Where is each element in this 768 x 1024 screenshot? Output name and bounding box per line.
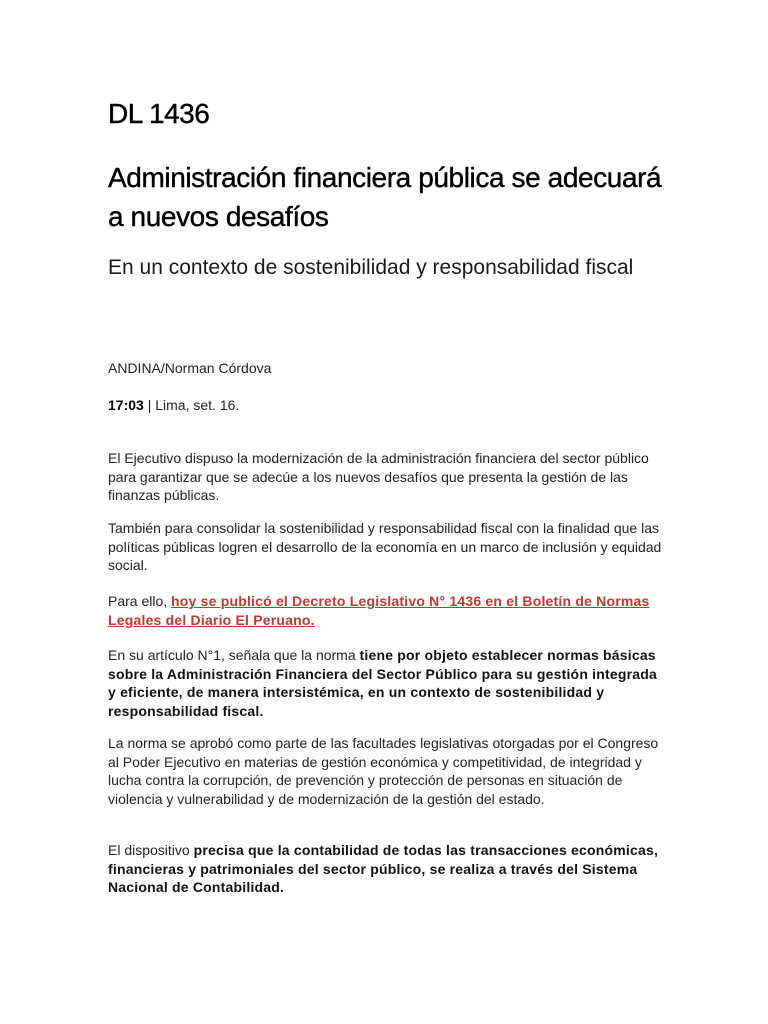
subheadline: En un contexto de sostenibilidad y responsabilidad fiscal <box>108 256 634 279</box>
paragraph-1: El Ejecutivo dispuso la modernización de la administración financiera del sector público para garantizar que se adecúe a los nuevos desafíos que presenta la gestión de las finanzas públicas. <box>108 450 649 503</box>
paragraph-3-prefix: Para ello, <box>108 593 172 609</box>
paragraph-4-prefix: En su artículo N°1, señala que la norma <box>108 647 360 663</box>
publish-time: 17:03 <box>108 397 144 413</box>
paragraph-5: La norma se aprobó como parte de las facultades legislativas otorgadas por el Congreso al Poder Ejecutivo en materias de gestión económica y competitividad, de integridad y lucha contra la corrupción, de prevención y protección de personas en situación de violencia y vulnerabilidad y de modernización de la gestión del estado. <box>108 735 659 807</box>
decree-link[interactable]: hoy se publicó el Decreto Legislativo N° 1436 en el Boletín de Normas Legales del Diario El Peruano. <box>108 593 650 628</box>
paragraph-4-bold: tiene por objeto establecer normas básicas sobre la Administración Financiera del Sector Público para su gestión integrada y eficiente, de manera intersistémica, en un contexto de sostenibilidad y responsabilidad fiscal. <box>108 647 657 719</box>
dateline-separator: | <box>143 397 156 413</box>
dateline <box>108 397 239 413</box>
paragraph-4 <box>108 646 668 720</box>
paragraph-6 <box>108 841 668 897</box>
document-label: DL 1436 <box>108 98 210 129</box>
paragraph-6-prefix: El dispositivo <box>108 842 194 858</box>
photo-credit: ANDINA/Norman Córdova <box>108 360 272 376</box>
place-date: Lima, set. 16. <box>155 397 240 413</box>
paragraph-3 <box>108 592 668 629</box>
paragraph-6-bold: precisa que la contabilidad de todas las transacciones económicas, financieras y patrimoniales del sector público, se realiza a través del Sistema Nacional de Contabilidad. <box>108 842 659 895</box>
headline: Administración financiera pública se adecuará a nuevos desafíos <box>108 162 662 232</box>
paragraph-2: También para consolidar la sostenibilidad y responsabilidad fiscal con la finalidad que las políticas públicas logren el desarrollo de la economía en un marco de inclusión y equidad social. <box>108 520 662 573</box>
